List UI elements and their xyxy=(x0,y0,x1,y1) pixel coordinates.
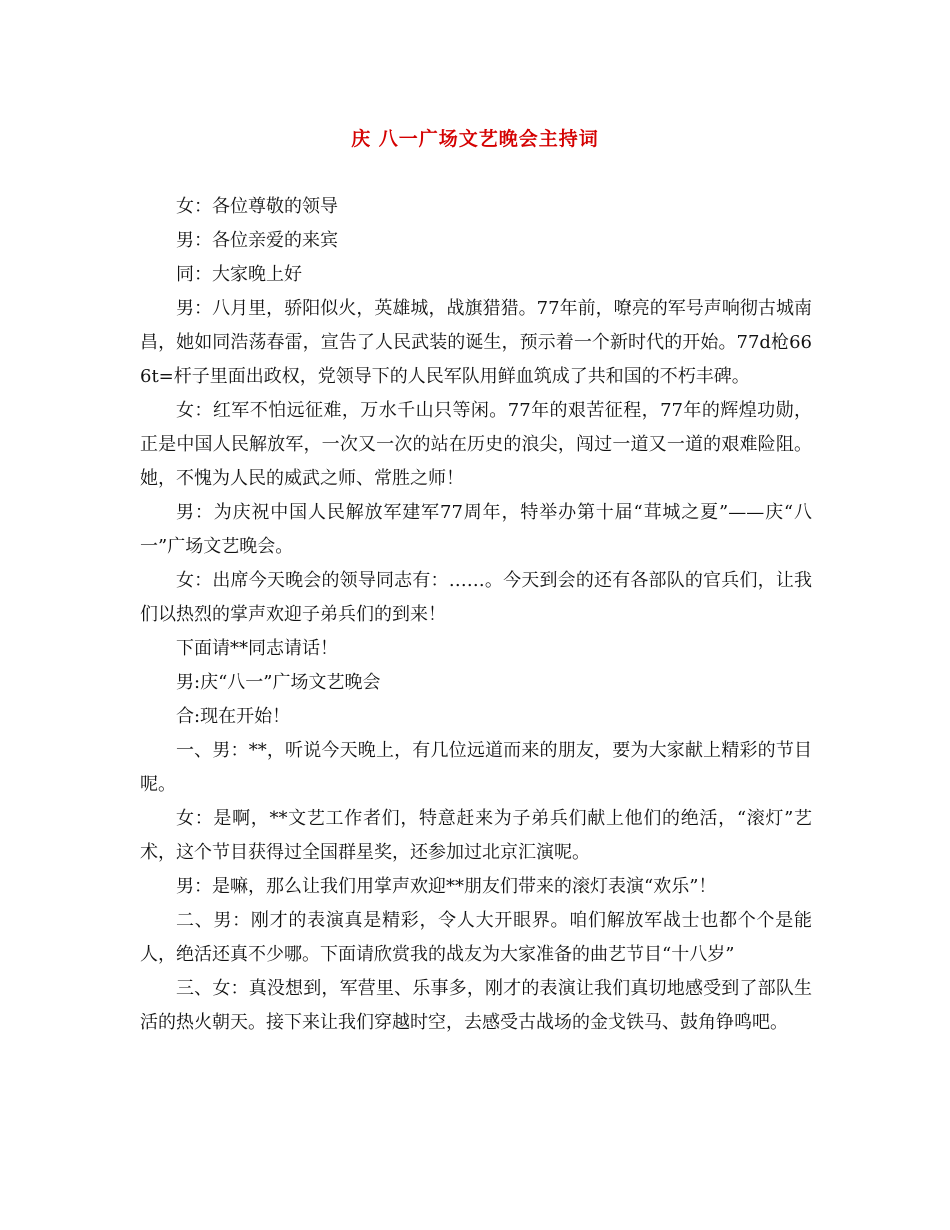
paragraph-1: 女：各位尊敬的领导 xyxy=(176,196,338,217)
paragraph-13: 男：是嘛，那么让我们用掌声欢迎**朋友们带来的滚灯表演“欢乐”！ xyxy=(176,876,717,897)
paragraph-11: 一、男：**，听说今天晚上，有几位远道而来的朋友，要为大家献上精彩的节目呢。 xyxy=(140,740,812,795)
paragraph-2: 男：各位亲爱的来宾 xyxy=(176,230,338,251)
document-body xyxy=(140,190,812,1040)
paragraph-14: 二、男：刚才的表演真是精彩，令人大开眼界。咱们解放军战士也都个个是能人，绝活还真不少哪。下面请欣赏我的战友为大家准备的曲艺节目“十八岁” xyxy=(140,910,812,965)
document-title: 庆 八一广场文艺晚会主持词 xyxy=(351,128,599,150)
paragraph-9: 男:庆“八一”广场文艺晚会 xyxy=(176,672,381,693)
paragraph-8: 下面请**同志请话！ xyxy=(176,638,338,659)
paragraph-7: 女：出席今天晚会的领导同志有：……。今天到会的还有各部队的官兵们，让我们以热烈的掌声欢迎子弟兵们的到来！ xyxy=(140,570,812,625)
paragraph-3: 同：大家晚上好 xyxy=(176,264,302,285)
paragraph-15: 三、女：真没想到，军营里、乐事多，刚才的表演让我们真切地感受到了部队生活的热火朝天。接下来让我们穿越时空，去感受古战场的金戈铁马、鼓角铮鸣吧。 xyxy=(140,978,812,1033)
paragraph-4: 男：八月里，骄阳似火，英雄城，战旗猎猎。77年前，嘹亮的军号声响彻古城南昌，她如同浩荡春雷，宣告了人民武装的诞生，预示着一个新时代的开始。77d枪666t=杆子里面出政权，党领导下的人民军队用鲜血筑成了共和国的不朽丰碑。 xyxy=(140,298,812,387)
paragraph-5: 女：红军不怕远征难，万水千山只等闲。77年的艰苦征程，77年的辉煌功勋，正是中国人民解放军，一次又一次的站在历史的浪尖，闯过一道又一道的艰难险阻。她，不愧为人民的威武之师、常胜之师！ xyxy=(140,400,812,489)
paragraph-10: 合:现在开始！ xyxy=(176,706,291,727)
paragraph-12: 女：是啊，**文艺工作者们，特意赶来为子弟兵们献上他们的绝活，“滚灯”艺术，这个节目获得过全国群星奖，还参加过北京汇演呢。 xyxy=(140,808,812,863)
paragraph-6: 男：为庆祝中国人民解放军建军77周年，特举办第十届“茸城之夏”——庆“八一”广场文艺晚会。 xyxy=(140,502,812,557)
